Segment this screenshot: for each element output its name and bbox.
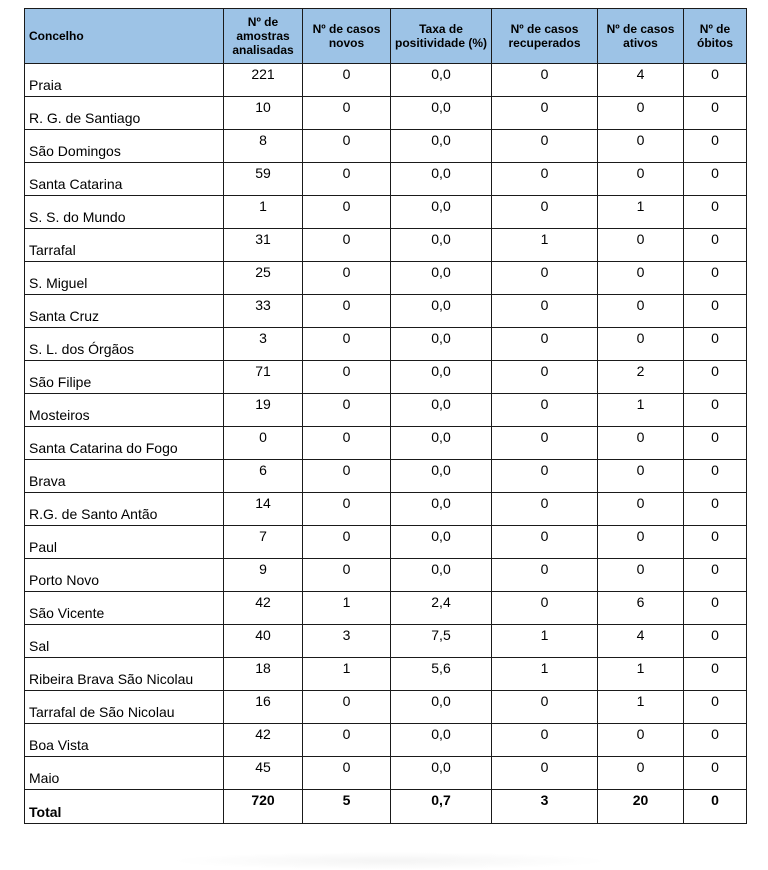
cell-concelho: S. Miguel	[25, 262, 224, 295]
cell-taxa: 0,0	[391, 163, 492, 196]
cell-taxa: 0,0	[391, 691, 492, 724]
cell-taxa: 0,0	[391, 526, 492, 559]
cell-ativos: 4	[598, 625, 684, 658]
cell-recuperados: 1	[492, 625, 598, 658]
cell-casos-novos: 0	[303, 757, 391, 790]
cell-concelho: Brava	[25, 460, 224, 493]
cell-concelho: Tarrafal	[25, 229, 224, 262]
cell-concelho: Praia	[25, 64, 224, 97]
cell-concelho: Mosteiros	[25, 394, 224, 427]
cell-concelho: Total	[25, 790, 224, 824]
cell-recuperados: 1	[492, 658, 598, 691]
cell-recuperados: 0	[492, 559, 598, 592]
cell-recuperados: 0	[492, 163, 598, 196]
table-row	[25, 328, 747, 361]
covid-cases-table	[24, 8, 747, 824]
cell-casos-novos: 0	[303, 460, 391, 493]
table-row	[25, 592, 747, 625]
table-total-row	[25, 790, 747, 824]
cell-concelho: Santa Catarina	[25, 163, 224, 196]
cell-recuperados: 0	[492, 592, 598, 625]
cell-obitos: 0	[684, 196, 747, 229]
cell-amostras: 720	[224, 790, 303, 824]
cell-obitos: 0	[684, 262, 747, 295]
table-row	[25, 625, 747, 658]
cell-casos-novos: 0	[303, 262, 391, 295]
cell-ativos: 0	[598, 757, 684, 790]
table-body	[25, 64, 747, 824]
cell-ativos: 1	[598, 394, 684, 427]
cell-ativos: 1	[598, 691, 684, 724]
cell-amostras: 18	[224, 658, 303, 691]
cell-ativos: 0	[598, 262, 684, 295]
table-row	[25, 493, 747, 526]
cell-obitos: 0	[684, 130, 747, 163]
cell-amostras: 16	[224, 691, 303, 724]
cell-ativos: 0	[598, 229, 684, 262]
cell-casos-novos: 5	[303, 790, 391, 824]
cell-concelho: Maio	[25, 757, 224, 790]
cell-obitos: 0	[684, 592, 747, 625]
table-row	[25, 460, 747, 493]
cell-ativos: 0	[598, 295, 684, 328]
table-row	[25, 97, 747, 130]
cell-concelho: S. L. dos Órgãos	[25, 328, 224, 361]
cell-amostras: 42	[224, 724, 303, 757]
cell-casos-novos: 0	[303, 493, 391, 526]
cell-obitos: 0	[684, 493, 747, 526]
cell-concelho: São Vicente	[25, 592, 224, 625]
cell-obitos: 0	[684, 97, 747, 130]
table-row	[25, 196, 747, 229]
cell-amostras: 7	[224, 526, 303, 559]
cell-amostras: 71	[224, 361, 303, 394]
cell-concelho: Boa Vista	[25, 724, 224, 757]
cell-obitos: 0	[684, 394, 747, 427]
cell-recuperados: 0	[492, 97, 598, 130]
cell-taxa: 2,4	[391, 592, 492, 625]
table-row	[25, 229, 747, 262]
cell-concelho: São Filipe	[25, 361, 224, 394]
cell-taxa: 0,0	[391, 460, 492, 493]
cell-concelho: Ribeira Brava São Nicolau	[25, 658, 224, 691]
cell-amostras: 1	[224, 196, 303, 229]
cell-concelho: S. S. do Mundo	[25, 196, 224, 229]
header-casos-ativos: Nº de casos ativos	[598, 9, 684, 64]
cell-taxa: 0,0	[391, 64, 492, 97]
cell-amostras: 33	[224, 295, 303, 328]
header-obitos: Nº de óbitos	[684, 9, 747, 64]
cell-recuperados: 0	[492, 460, 598, 493]
cell-casos-novos: 0	[303, 295, 391, 328]
table-row	[25, 64, 747, 97]
cell-ativos: 1	[598, 658, 684, 691]
cell-casos-novos: 0	[303, 64, 391, 97]
cell-obitos: 0	[684, 361, 747, 394]
cell-casos-novos: 0	[303, 196, 391, 229]
cell-recuperados: 0	[492, 691, 598, 724]
cell-recuperados: 0	[492, 724, 598, 757]
cell-amostras: 59	[224, 163, 303, 196]
table-row	[25, 559, 747, 592]
header-casos-recuperados: Nº de casos recuperados	[492, 9, 598, 64]
cell-casos-novos: 0	[303, 724, 391, 757]
cell-taxa: 0,0	[391, 295, 492, 328]
cell-casos-novos: 0	[303, 130, 391, 163]
cell-taxa: 0,0	[391, 394, 492, 427]
cell-obitos: 0	[684, 229, 747, 262]
cell-amostras: 6	[224, 460, 303, 493]
cell-taxa: 0,0	[391, 328, 492, 361]
cell-obitos: 0	[684, 724, 747, 757]
cell-taxa: 0,0	[391, 130, 492, 163]
cell-recuperados: 0	[492, 262, 598, 295]
cell-amostras: 221	[224, 64, 303, 97]
cell-obitos: 0	[684, 460, 747, 493]
table-row	[25, 361, 747, 394]
cell-amostras: 45	[224, 757, 303, 790]
cell-recuperados: 0	[492, 427, 598, 460]
cell-recuperados: 0	[492, 295, 598, 328]
cell-amostras: 8	[224, 130, 303, 163]
header-concelho: Concelho	[25, 9, 224, 64]
cell-ativos: 1	[598, 196, 684, 229]
cell-obitos: 0	[684, 64, 747, 97]
cell-amostras: 25	[224, 262, 303, 295]
table-row	[25, 724, 747, 757]
cell-ativos: 0	[598, 97, 684, 130]
cell-casos-novos: 0	[303, 394, 391, 427]
cell-casos-novos: 1	[303, 658, 391, 691]
cell-taxa: 0,0	[391, 724, 492, 757]
cell-ativos: 20	[598, 790, 684, 824]
cell-taxa: 5,6	[391, 658, 492, 691]
cell-taxa: 0,0	[391, 757, 492, 790]
cell-recuperados: 0	[492, 361, 598, 394]
header-casos-novos: Nº de casos novos	[303, 9, 391, 64]
table-row	[25, 691, 747, 724]
cell-obitos: 0	[684, 658, 747, 691]
cell-taxa: 0,0	[391, 97, 492, 130]
table-row	[25, 295, 747, 328]
cell-concelho: Santa Cruz	[25, 295, 224, 328]
cell-recuperados: 1	[492, 229, 598, 262]
cell-concelho: Porto Novo	[25, 559, 224, 592]
cell-concelho: Sal	[25, 625, 224, 658]
cell-recuperados: 0	[492, 196, 598, 229]
cell-casos-novos: 0	[303, 97, 391, 130]
cell-ativos: 0	[598, 460, 684, 493]
table-row	[25, 163, 747, 196]
header-taxa-positividade: Taxa de positividade (%)	[391, 9, 492, 64]
cell-obitos: 0	[684, 790, 747, 824]
cell-obitos: 0	[684, 328, 747, 361]
cell-amostras: 3	[224, 328, 303, 361]
cell-casos-novos: 0	[303, 163, 391, 196]
covid-table-container	[24, 8, 746, 824]
cell-recuperados: 0	[492, 64, 598, 97]
cell-taxa: 0,0	[391, 559, 492, 592]
cell-recuperados: 0	[492, 526, 598, 559]
cell-obitos: 0	[684, 691, 747, 724]
table-header-row	[25, 9, 747, 64]
cell-amostras: 10	[224, 97, 303, 130]
cell-amostras: 42	[224, 592, 303, 625]
cell-recuperados: 0	[492, 328, 598, 361]
cell-ativos: 0	[598, 328, 684, 361]
cell-concelho: R. G. de Santiago	[25, 97, 224, 130]
cell-amostras: 40	[224, 625, 303, 658]
table-row	[25, 394, 747, 427]
cell-recuperados: 0	[492, 394, 598, 427]
cell-casos-novos: 0	[303, 361, 391, 394]
cell-ativos: 0	[598, 163, 684, 196]
cell-taxa: 0,0	[391, 196, 492, 229]
cell-obitos: 0	[684, 295, 747, 328]
cell-casos-novos: 1	[303, 592, 391, 625]
cell-concelho: R.G. de Santo Antão	[25, 493, 224, 526]
cell-casos-novos: 0	[303, 526, 391, 559]
table-row	[25, 130, 747, 163]
cell-recuperados: 3	[492, 790, 598, 824]
header-amostras: Nº de amostras analisadas	[224, 9, 303, 64]
cell-recuperados: 0	[492, 493, 598, 526]
cell-recuperados: 0	[492, 130, 598, 163]
cell-obitos: 0	[684, 625, 747, 658]
cell-concelho: Santa Catarina do Fogo	[25, 427, 224, 460]
cell-ativos: 0	[598, 130, 684, 163]
cell-obitos: 0	[684, 559, 747, 592]
cell-amostras: 31	[224, 229, 303, 262]
cell-casos-novos: 0	[303, 328, 391, 361]
table-row	[25, 427, 747, 460]
cell-taxa: 0,0	[391, 361, 492, 394]
cell-obitos: 0	[684, 163, 747, 196]
cell-ativos: 4	[598, 64, 684, 97]
cell-taxa: 0,0	[391, 229, 492, 262]
cell-concelho: São Domingos	[25, 130, 224, 163]
cell-casos-novos: 0	[303, 559, 391, 592]
cell-taxa: 7,5	[391, 625, 492, 658]
cell-obitos: 0	[684, 427, 747, 460]
table-row	[25, 658, 747, 691]
table-row	[25, 262, 747, 295]
cell-casos-novos: 0	[303, 427, 391, 460]
cell-ativos: 0	[598, 526, 684, 559]
cell-amostras: 0	[224, 427, 303, 460]
cell-amostras: 14	[224, 493, 303, 526]
cell-taxa: 0,7	[391, 790, 492, 824]
cell-casos-novos: 0	[303, 691, 391, 724]
cell-ativos: 0	[598, 559, 684, 592]
cell-recuperados: 0	[492, 757, 598, 790]
cell-ativos: 2	[598, 361, 684, 394]
cell-obitos: 0	[684, 526, 747, 559]
cell-obitos: 0	[684, 757, 747, 790]
cell-taxa: 0,0	[391, 493, 492, 526]
cell-concelho: Tarrafal de São Nicolau	[25, 691, 224, 724]
cell-concelho: Paul	[25, 526, 224, 559]
cell-ativos: 0	[598, 493, 684, 526]
table-row	[25, 526, 747, 559]
page-bottom-fade	[170, 852, 610, 870]
cell-taxa: 0,0	[391, 427, 492, 460]
cell-taxa: 0,0	[391, 262, 492, 295]
table-row	[25, 757, 747, 790]
cell-ativos: 6	[598, 592, 684, 625]
cell-casos-novos: 0	[303, 229, 391, 262]
cell-amostras: 19	[224, 394, 303, 427]
cell-ativos: 0	[598, 724, 684, 757]
cell-amostras: 9	[224, 559, 303, 592]
cell-ativos: 0	[598, 427, 684, 460]
cell-casos-novos: 3	[303, 625, 391, 658]
